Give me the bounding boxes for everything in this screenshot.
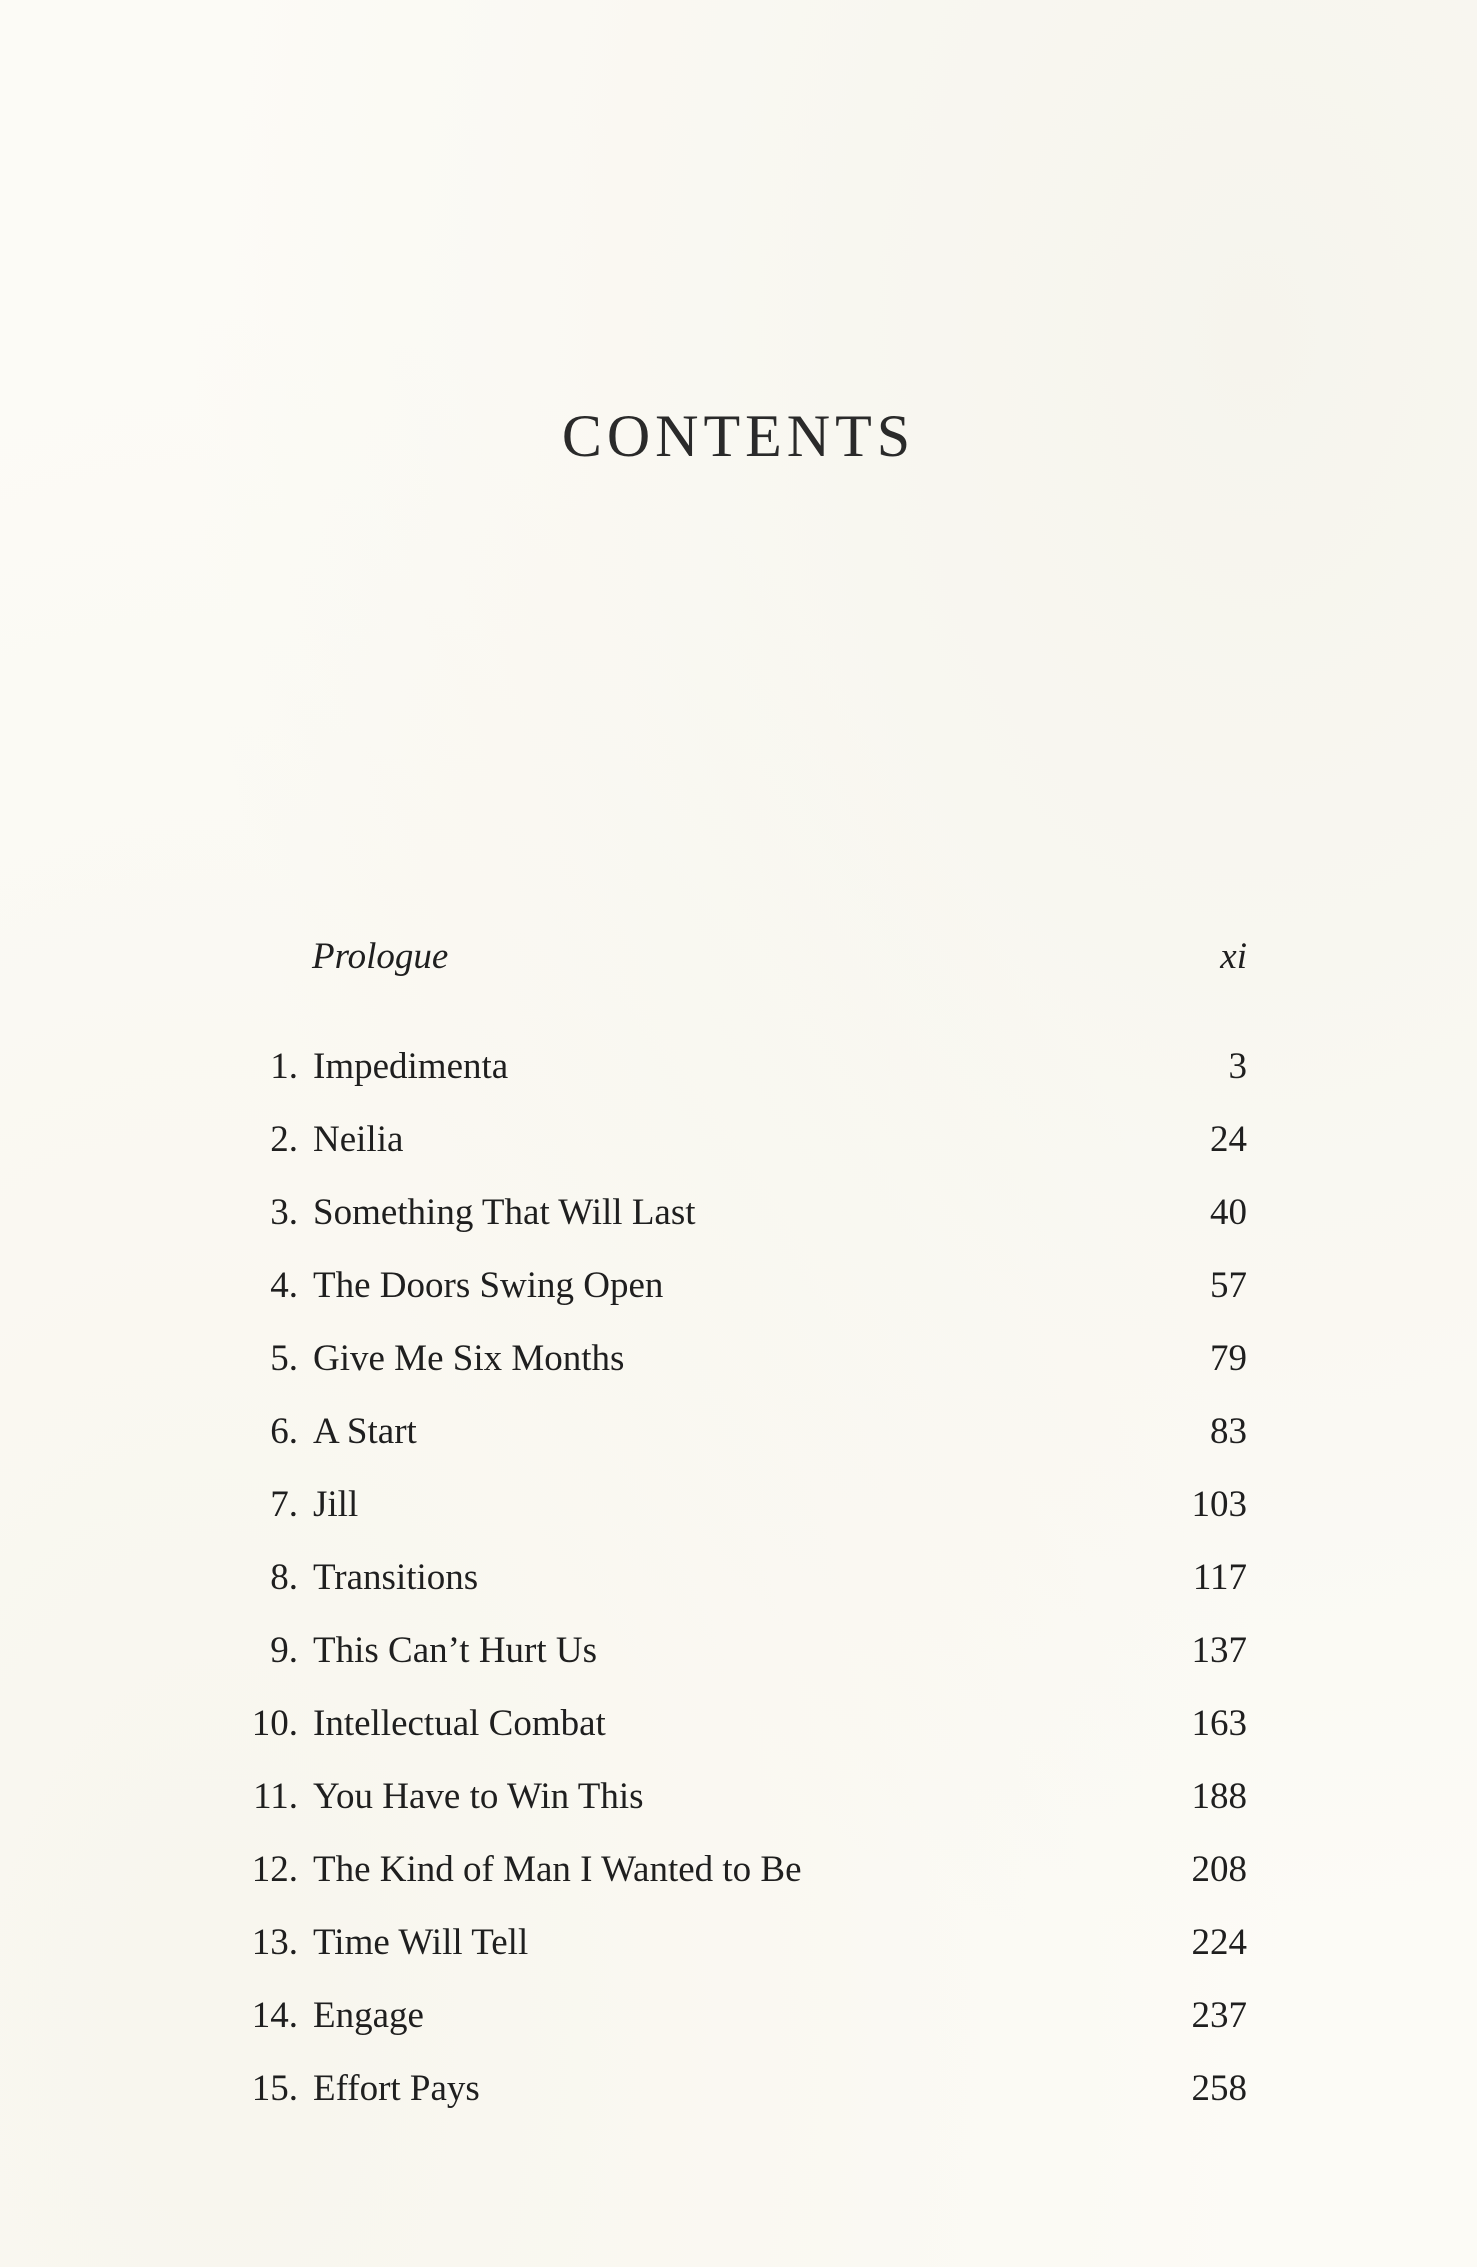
chapter-number: 10. [251,1703,298,1744]
toc-row [200,1337,1247,1410]
toc-row [200,1921,1247,1994]
chapter-title: Neilia [313,1119,404,1160]
chapter-title: Transitions [313,1557,479,1598]
chapter-title: Jill [313,1484,359,1525]
chapter-page-number: 224 [1191,1922,1247,1963]
chapter-number: 1. [270,1046,298,1087]
toc-row [200,1264,1247,1337]
chapter-number: 3. [270,1192,298,1233]
chapter-title: Impedimenta [313,1046,509,1087]
chapter-number: 4. [270,1265,298,1306]
chapter-title: Engage [313,1995,424,2036]
chapter-number: 14. [251,1995,298,2036]
chapter-number: 8. [270,1557,298,1598]
chapter-number: 2. [270,1119,298,1160]
chapter-title: Give Me Six Months [313,1338,625,1379]
toc-prologue-row [312,935,1247,995]
chapter-title: Intellectual Combat [313,1703,606,1744]
toc-row [200,1118,1247,1191]
chapter-number: 13. [251,1922,298,1963]
toc-row [200,1994,1247,2067]
chapter-page-number: 208 [1191,1849,1247,1890]
chapter-title: You Have to Win This [313,1776,644,1817]
prologue-page-number: xi [1220,936,1247,977]
toc-row [200,1045,1247,1118]
chapter-title: This Can’t Hurt Us [313,1630,598,1671]
chapter-number: 12. [251,1849,298,1890]
chapter-page-number: 117 [1192,1557,1247,1598]
chapter-number: 15. [251,2068,298,2109]
chapter-title: Effort Pays [313,2068,480,2109]
chapter-page-number: 83 [1210,1411,1247,1452]
chapter-page-number: 237 [1191,1995,1247,2036]
toc-row [200,1191,1247,1264]
chapter-title: The Kind of Man I Wanted to Be [313,1849,802,1890]
chapter-title: The Doors Swing Open [313,1265,664,1306]
toc-row [200,1483,1247,1556]
toc-row [200,1775,1247,1848]
toc-row [200,1702,1247,1775]
chapter-title: Time Will Tell [313,1922,529,1963]
chapter-page-number: 163 [1191,1703,1247,1744]
chapter-title: Something That Will Last [313,1192,696,1233]
chapter-number: 5. [270,1338,298,1379]
chapter-page-number: 137 [1191,1630,1247,1671]
chapter-title: A Start [313,1411,417,1452]
toc-row [200,1410,1247,1483]
chapter-number: 6. [270,1411,298,1452]
toc-row [200,1629,1247,1702]
chapter-page-number: 103 [1191,1484,1247,1525]
chapter-page-number: 3 [1228,1046,1247,1087]
chapter-page-number: 40 [1210,1192,1247,1233]
chapter-page-number: 57 [1210,1265,1247,1306]
toc-row [200,1848,1247,1921]
toc-row [200,1556,1247,1629]
chapter-number: 11. [253,1776,298,1817]
chapter-page-number: 79 [1210,1338,1247,1379]
chapter-page-number: 24 [1210,1119,1247,1160]
toc-chapter-list [200,1045,1247,2140]
toc-row [200,2067,1247,2140]
chapter-number: 9. [270,1630,298,1671]
prologue-title: Prologue [312,936,449,977]
chapter-page-number: 188 [1191,1776,1247,1817]
contents-heading: CONTENTS [561,403,916,469]
chapter-page-number: 258 [1191,2068,1247,2109]
chapter-number: 7. [270,1484,298,1525]
